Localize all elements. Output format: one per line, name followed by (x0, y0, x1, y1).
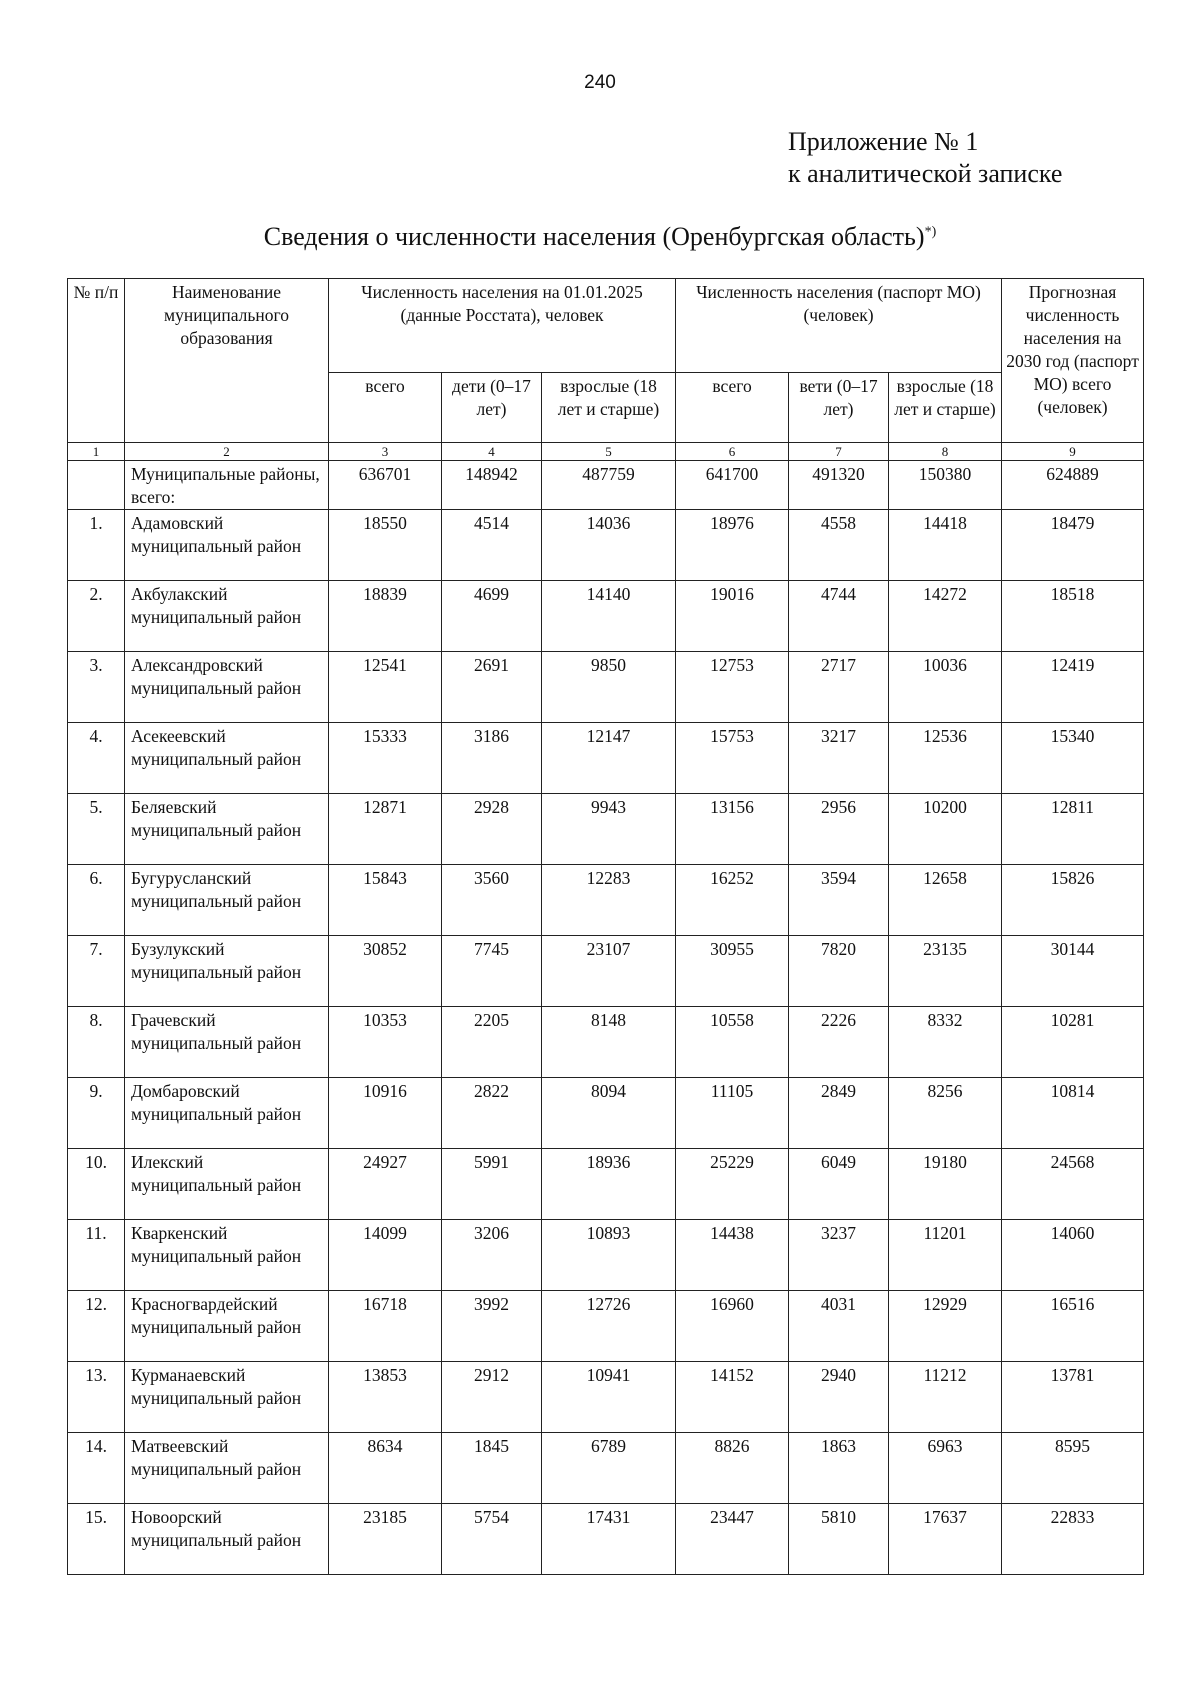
value-cell: 18976 (676, 510, 789, 581)
value-cell: 7820 (789, 936, 889, 1007)
value-cell: 3217 (789, 723, 889, 794)
value-cell: 636701 (329, 461, 442, 510)
row-num-cell: 3. (68, 652, 125, 723)
value-cell: 14140 (542, 581, 676, 652)
value-cell: 25229 (676, 1149, 789, 1220)
value-cell: 4031 (789, 1291, 889, 1362)
row-num-cell: 1. (68, 510, 125, 581)
value-cell: 8148 (542, 1007, 676, 1078)
value-cell: 2912 (442, 1362, 542, 1433)
header-passport-adults: взрослые (18 лет и старше) (889, 373, 1002, 443)
table-row (68, 1362, 1144, 1433)
row-name-cell: Бузулукский муниципальный район (125, 936, 329, 1007)
footnote-mark: *) (924, 224, 937, 240)
column-number: 2 (125, 443, 329, 461)
row-num-cell: 12. (68, 1291, 125, 1362)
header-forecast: Прогнозная численность населения на 2030 год (паспорт МО) всего (человек) (1002, 279, 1144, 443)
value-cell: 10916 (329, 1078, 442, 1149)
value-cell: 12419 (1002, 652, 1144, 723)
value-cell: 5810 (789, 1504, 889, 1575)
value-cell: 148942 (442, 461, 542, 510)
column-number: 7 (789, 443, 889, 461)
value-cell: 5991 (442, 1149, 542, 1220)
value-cell: 23185 (329, 1504, 442, 1575)
document-title-text: Сведения о численности населения (Оренбургская область) (263, 222, 925, 251)
value-cell: 23447 (676, 1504, 789, 1575)
value-cell: 24568 (1002, 1149, 1144, 1220)
row-num-cell: 11. (68, 1220, 125, 1291)
value-cell: 14036 (542, 510, 676, 581)
row-name-cell: Александровский муниципальный район (125, 652, 329, 723)
population-table (67, 278, 1144, 1575)
row-name-cell: Курманаевский муниципальный район (125, 1362, 329, 1433)
value-cell: 16718 (329, 1291, 442, 1362)
value-cell: 15826 (1002, 865, 1144, 936)
value-cell: 18550 (329, 510, 442, 581)
value-cell: 12811 (1002, 794, 1144, 865)
header-passport-children: вети (0–17 лет) (789, 373, 889, 443)
value-cell: 150380 (889, 461, 1002, 510)
row-name-cell: Муниципальные районы, всего: (125, 461, 329, 510)
table-row (68, 1078, 1144, 1149)
value-cell: 2928 (442, 794, 542, 865)
value-cell: 3560 (442, 865, 542, 936)
value-cell: 15333 (329, 723, 442, 794)
row-num-cell: 7. (68, 936, 125, 1007)
value-cell: 12871 (329, 794, 442, 865)
row-name-cell: Домбаровский муниципальный район (125, 1078, 329, 1149)
value-cell: 2717 (789, 652, 889, 723)
row-name-cell: Матвеевский муниципальный район (125, 1433, 329, 1504)
value-cell: 30144 (1002, 936, 1144, 1007)
row-name-cell: Акбулакский муниципальный район (125, 581, 329, 652)
value-cell: 23107 (542, 936, 676, 1007)
table-row (68, 1433, 1144, 1504)
value-cell: 6789 (542, 1433, 676, 1504)
value-cell: 4744 (789, 581, 889, 652)
row-num-cell: 4. (68, 723, 125, 794)
table-row (68, 1504, 1144, 1575)
value-cell: 8634 (329, 1433, 442, 1504)
row-name-cell: Илекский муниципальный район (125, 1149, 329, 1220)
value-cell: 17431 (542, 1504, 676, 1575)
value-cell: 16516 (1002, 1291, 1144, 1362)
value-cell: 9943 (542, 794, 676, 865)
header-passport-total: всего (676, 373, 789, 443)
header-name: Наименование муниципального образования (125, 279, 329, 443)
value-cell: 24927 (329, 1149, 442, 1220)
header-group-rosstat: Численность населения на 01.01.2025 (данные Росстата), человек (329, 279, 676, 373)
value-cell: 12283 (542, 865, 676, 936)
value-cell: 13156 (676, 794, 789, 865)
value-cell: 18839 (329, 581, 442, 652)
table-row (68, 1291, 1144, 1362)
value-cell: 2205 (442, 1007, 542, 1078)
column-number: 1 (68, 443, 125, 461)
appendix-line-2: к аналитической записке (788, 159, 1063, 188)
value-cell: 14152 (676, 1362, 789, 1433)
value-cell: 12147 (542, 723, 676, 794)
value-cell: 624889 (1002, 461, 1144, 510)
table-body (68, 461, 1144, 1575)
appendix-label (788, 126, 1062, 190)
value-cell: 18518 (1002, 581, 1144, 652)
row-num-cell: 14. (68, 1433, 125, 1504)
value-cell: 13853 (329, 1362, 442, 1433)
row-name-cell: Новоорский муниципальный район (125, 1504, 329, 1575)
value-cell: 2691 (442, 652, 542, 723)
row-name-cell: Грачевский муниципальный район (125, 1007, 329, 1078)
value-cell: 30955 (676, 936, 789, 1007)
column-number: 9 (1002, 443, 1144, 461)
table-row (68, 723, 1144, 794)
value-cell: 3186 (442, 723, 542, 794)
value-cell: 15340 (1002, 723, 1144, 794)
table-row (68, 510, 1144, 581)
value-cell: 10893 (542, 1220, 676, 1291)
summary-row (68, 461, 1144, 510)
value-cell: 11105 (676, 1078, 789, 1149)
value-cell: 2226 (789, 1007, 889, 1078)
value-cell: 14418 (889, 510, 1002, 581)
value-cell: 13781 (1002, 1362, 1144, 1433)
header-rosstat-adults: взрослые (18 лет и старше) (542, 373, 676, 443)
value-cell: 12536 (889, 723, 1002, 794)
column-number: 6 (676, 443, 789, 461)
value-cell: 3237 (789, 1220, 889, 1291)
value-cell: 6049 (789, 1149, 889, 1220)
value-cell: 18479 (1002, 510, 1144, 581)
value-cell: 2940 (789, 1362, 889, 1433)
value-cell: 19180 (889, 1149, 1002, 1220)
value-cell: 8094 (542, 1078, 676, 1149)
value-cell: 10558 (676, 1007, 789, 1078)
table-row (68, 652, 1144, 723)
row-num-cell: 10. (68, 1149, 125, 1220)
value-cell: 10941 (542, 1362, 676, 1433)
value-cell: 18936 (542, 1149, 676, 1220)
value-cell: 10353 (329, 1007, 442, 1078)
value-cell: 10814 (1002, 1078, 1144, 1149)
column-number: 4 (442, 443, 542, 461)
value-cell: 19016 (676, 581, 789, 652)
column-number: 3 (329, 443, 442, 461)
row-num-cell: 13. (68, 1362, 125, 1433)
value-cell: 8332 (889, 1007, 1002, 1078)
row-num-cell (68, 461, 125, 510)
column-number: 5 (542, 443, 676, 461)
row-name-cell: Асекеевский муниципальный район (125, 723, 329, 794)
value-cell: 12929 (889, 1291, 1002, 1362)
value-cell: 14060 (1002, 1220, 1144, 1291)
value-cell: 11212 (889, 1362, 1002, 1433)
value-cell: 10200 (889, 794, 1002, 865)
value-cell: 17637 (889, 1504, 1002, 1575)
header-rosstat-children: дети (0–17 лет) (442, 373, 542, 443)
value-cell: 15843 (329, 865, 442, 936)
row-num-cell: 2. (68, 581, 125, 652)
value-cell: 5754 (442, 1504, 542, 1575)
row-num-cell: 15. (68, 1504, 125, 1575)
value-cell: 8256 (889, 1078, 1002, 1149)
table-row (68, 1220, 1144, 1291)
value-cell: 1863 (789, 1433, 889, 1504)
value-cell: 2822 (442, 1078, 542, 1149)
table-row (68, 1149, 1144, 1220)
value-cell: 11201 (889, 1220, 1002, 1291)
value-cell: 12726 (542, 1291, 676, 1362)
value-cell: 6963 (889, 1433, 1002, 1504)
value-cell: 16960 (676, 1291, 789, 1362)
row-name-cell: Адамовский муниципальный район (125, 510, 329, 581)
value-cell: 10036 (889, 652, 1002, 723)
row-name-cell: Кваркенский муниципальный район (125, 1220, 329, 1291)
value-cell: 10281 (1002, 1007, 1144, 1078)
value-cell: 1845 (442, 1433, 542, 1504)
value-cell: 15753 (676, 723, 789, 794)
value-cell: 14438 (676, 1220, 789, 1291)
value-cell: 4699 (442, 581, 542, 652)
value-cell: 30852 (329, 936, 442, 1007)
value-cell: 14272 (889, 581, 1002, 652)
value-cell: 8595 (1002, 1433, 1144, 1504)
row-num-cell: 5. (68, 794, 125, 865)
value-cell: 14099 (329, 1220, 442, 1291)
value-cell: 2849 (789, 1078, 889, 1149)
table-row (68, 865, 1144, 936)
value-cell: 12541 (329, 652, 442, 723)
value-cell: 3992 (442, 1291, 542, 1362)
row-name-cell: Бугурусланский муниципальный район (125, 865, 329, 936)
value-cell: 23135 (889, 936, 1002, 1007)
row-num-cell: 8. (68, 1007, 125, 1078)
header-group-passport: Численность населения (паспорт МО) (человек) (676, 279, 1002, 373)
value-cell: 491320 (789, 461, 889, 510)
value-cell: 3594 (789, 865, 889, 936)
value-cell: 4558 (789, 510, 889, 581)
row-num-cell: 9. (68, 1078, 125, 1149)
appendix-line-1: Приложение № 1 (788, 127, 979, 156)
value-cell: 3206 (442, 1220, 542, 1291)
value-cell: 16252 (676, 865, 789, 936)
header-rosstat-total: всего (329, 373, 442, 443)
value-cell: 8826 (676, 1433, 789, 1504)
table-row (68, 581, 1144, 652)
value-cell: 12753 (676, 652, 789, 723)
row-name-cell: Беляевский муниципальный район (125, 794, 329, 865)
value-cell: 4514 (442, 510, 542, 581)
value-cell: 22833 (1002, 1504, 1144, 1575)
row-name-cell: Красногвардейский муниципальный район (125, 1291, 329, 1362)
value-cell: 12658 (889, 865, 1002, 936)
document-title (0, 222, 1200, 252)
column-number-row (68, 443, 1144, 461)
column-number: 8 (889, 443, 1002, 461)
value-cell: 487759 (542, 461, 676, 510)
value-cell: 641700 (676, 461, 789, 510)
row-num-cell: 6. (68, 865, 125, 936)
table-row (68, 936, 1144, 1007)
value-cell: 9850 (542, 652, 676, 723)
page-number: 240 (584, 72, 616, 93)
table-row (68, 794, 1144, 865)
header-num: № п/п (68, 279, 125, 443)
value-cell: 2956 (789, 794, 889, 865)
table-row (68, 1007, 1144, 1078)
value-cell: 7745 (442, 936, 542, 1007)
